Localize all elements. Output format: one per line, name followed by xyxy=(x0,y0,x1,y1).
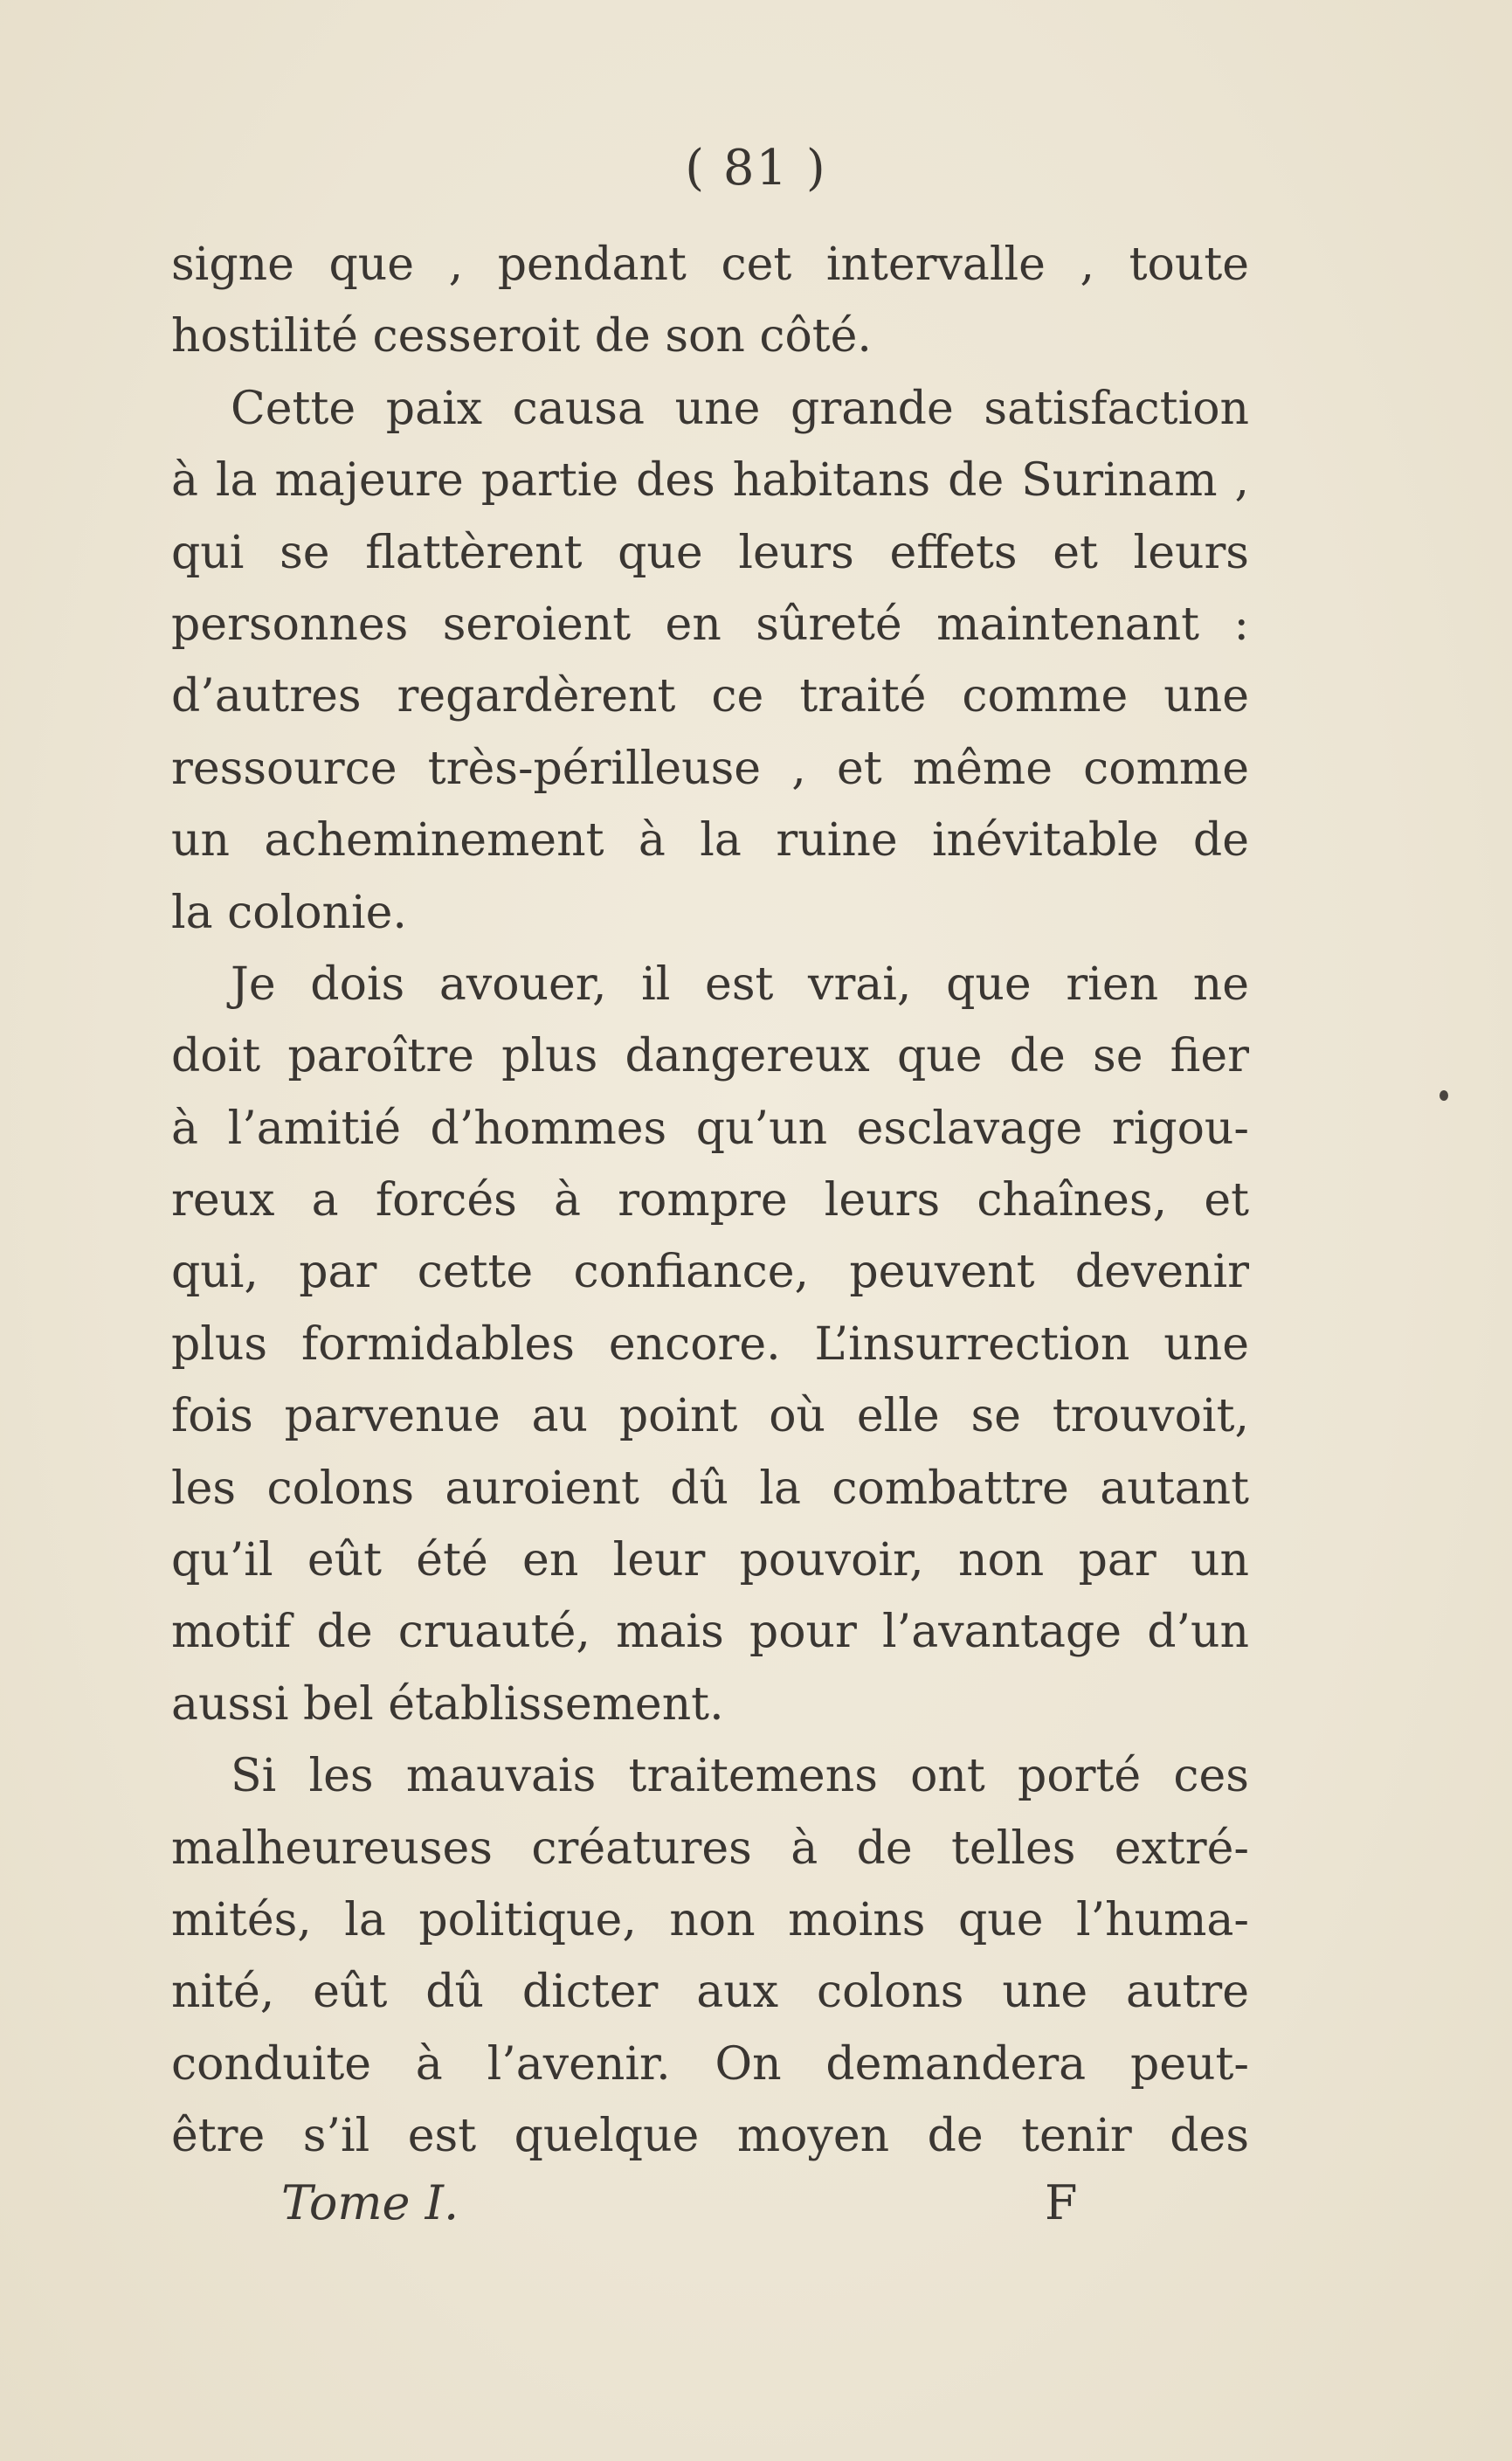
text-line: à la majeure partie des habitans de Surinam , xyxy=(171,454,1249,508)
text-line: mités, la politique, non moins que l’huma- xyxy=(171,1893,1249,1946)
body-text xyxy=(171,229,1249,2173)
text-line: malheureuses créatures à de telles extré- xyxy=(171,1822,1249,1875)
page-number: ( 81 ) xyxy=(685,140,827,197)
text-line: aussi bel établissement. xyxy=(171,1677,724,1731)
text-line: personnes seroient en sûreté maintenant : xyxy=(171,598,1249,651)
text-line: qui, par cette confiance, peuvent devenir xyxy=(171,1246,1249,1299)
text-line: Je dois avouer, il est vrai, que rien ne xyxy=(231,957,1249,1011)
ink-speck xyxy=(1440,1090,1448,1101)
text-line: les colons auroient dû la combattre autant xyxy=(171,1462,1249,1515)
text-line: fois parvenue au point où elle se trouvoit, xyxy=(171,1390,1249,1443)
volume-signature: Tome I. xyxy=(281,2175,459,2230)
text-line: Si les mauvais traitemens ont porté ces xyxy=(231,1750,1249,1803)
text-line: plus formidables encore. L’insurrection une xyxy=(171,1317,1249,1371)
text-line: reux a forcés à rompre leurs chaînes, et xyxy=(171,1174,1249,1227)
text-line: doit paroître plus dangereux que de se fier xyxy=(171,1030,1249,1083)
text-line: motif de cruauté, mais pour l’avantage d’un xyxy=(171,1606,1249,1659)
text-line: signe que , pendant cet intervalle , toute xyxy=(171,238,1249,291)
text-line: ressource très-périlleuse , et même comme xyxy=(171,742,1249,795)
text-line: la colonie. xyxy=(171,886,407,939)
text-line: qui se flattèrent que leurs effets et leurs xyxy=(171,526,1249,579)
text-line: hostilité cesseroit de son côté. xyxy=(171,310,872,363)
text-line: qu’il eût été en leur pouvoir, non par un xyxy=(171,1534,1249,1587)
text-line: à l’amitié d’hommes qu’un esclavage rigou- xyxy=(171,1102,1249,1155)
gathering-signature: F xyxy=(1045,2175,1078,2230)
text-line: un acheminement à la ruine inévitable de xyxy=(171,814,1249,868)
text-line: d’autres regardèrent ce traité comme une xyxy=(171,670,1249,723)
page-footer xyxy=(0,2175,1512,2245)
text-line: être s’il est quelque moyen de tenir des xyxy=(171,2110,1249,2163)
text-line: conduite à l’avenir. On demandera peut- xyxy=(171,2037,1249,2091)
text-line: Cette paix causa une grande satisfaction xyxy=(231,382,1249,435)
text-line: nité, eût dû dicter aux colons une autre xyxy=(171,1966,1249,2019)
